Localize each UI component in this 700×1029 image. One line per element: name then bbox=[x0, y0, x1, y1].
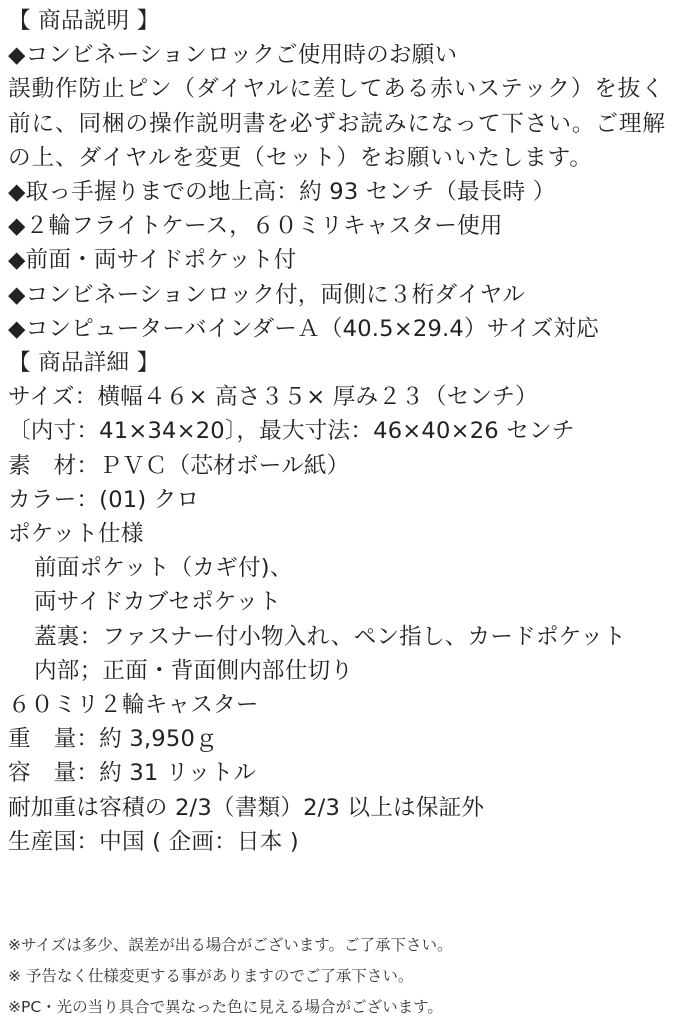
product-document bbox=[8, 4, 694, 859]
pocket-lid: 蓋裏：ファスナー付小物入れ、ペン指し、カードポケット bbox=[34, 623, 626, 650]
pocket-side: 両サイドカブセポケット bbox=[34, 589, 282, 616]
capacity-spec: 容 量：約 31 リットル bbox=[8, 760, 257, 787]
color-note: ※PC・光の当り具合で異なった色に見える場合がございます。 bbox=[8, 998, 443, 1016]
lock-notice-title: ◆コンビネーションロックご使用時のお願い bbox=[8, 42, 458, 69]
casters-item: ◆２輪フライトケース，６０ミリキャスター使用 bbox=[8, 213, 503, 240]
size-spec: サイズ：横幅４６× 高さ３５× 厚み２３（センチ） bbox=[8, 384, 538, 411]
binder-item: ◆コンピューターバインダーＡ（40.5×29.4）サイズ対応 bbox=[8, 315, 599, 342]
size-note: ※サイズは多少、誤差が出る場合がございます。ご了承下さい。 bbox=[8, 936, 453, 954]
origin-spec: 生産国：中国 ( 企画：日本 ) bbox=[8, 828, 299, 855]
spec-change-note: ※ 予告なく仕様変更する事がありますのでご了承下さい。 bbox=[8, 967, 414, 985]
caster-spec: ６０ミリ２輪キャスター bbox=[8, 692, 259, 719]
pockets-item: ◆前面・両サイドポケット付 bbox=[8, 247, 297, 274]
pocket-front: 前面ポケット（カギ付)、 bbox=[34, 555, 293, 582]
lock-item: ◆コンビネーションロック付，両側に３桁ダイヤル bbox=[8, 281, 526, 308]
description-heading: 【 商品説明 】 bbox=[8, 8, 160, 34]
lock-notice-body: 誤動作防止ピン（ダイヤルに差してある赤いステック）を抜く前に、同梱の操作説明書を必ずお読みになって下さい。ご理解の上、ダイヤルを変更（セット）をお願いいたします。 bbox=[8, 76, 666, 171]
pocket-spec-title: ポケット仕様 bbox=[8, 521, 144, 548]
load-spec: 耐加重は容積の 2/3（書類）2/3 以上は保証外 bbox=[8, 794, 485, 821]
handle-height-item: ◆取っ手握りまでの地上高：約 93 センチ（最長時 ） bbox=[8, 179, 556, 206]
inner-size-spec: 〔内寸：41×34×20〕，最大寸法：46×40×26 センチ bbox=[8, 418, 575, 445]
pocket-inner: 内部；正面・背面側内部仕切り bbox=[34, 657, 354, 684]
weight-spec: 重 量：約 3,950ｇ bbox=[8, 726, 218, 753]
material-spec: 素 材：ＰＶＣ（芯材ボール紙） bbox=[8, 452, 350, 479]
details-heading: 【 商品詳細 】 bbox=[8, 350, 160, 377]
color-spec: カラー：(01) クロ bbox=[8, 486, 200, 513]
notes-section bbox=[8, 930, 694, 1023]
